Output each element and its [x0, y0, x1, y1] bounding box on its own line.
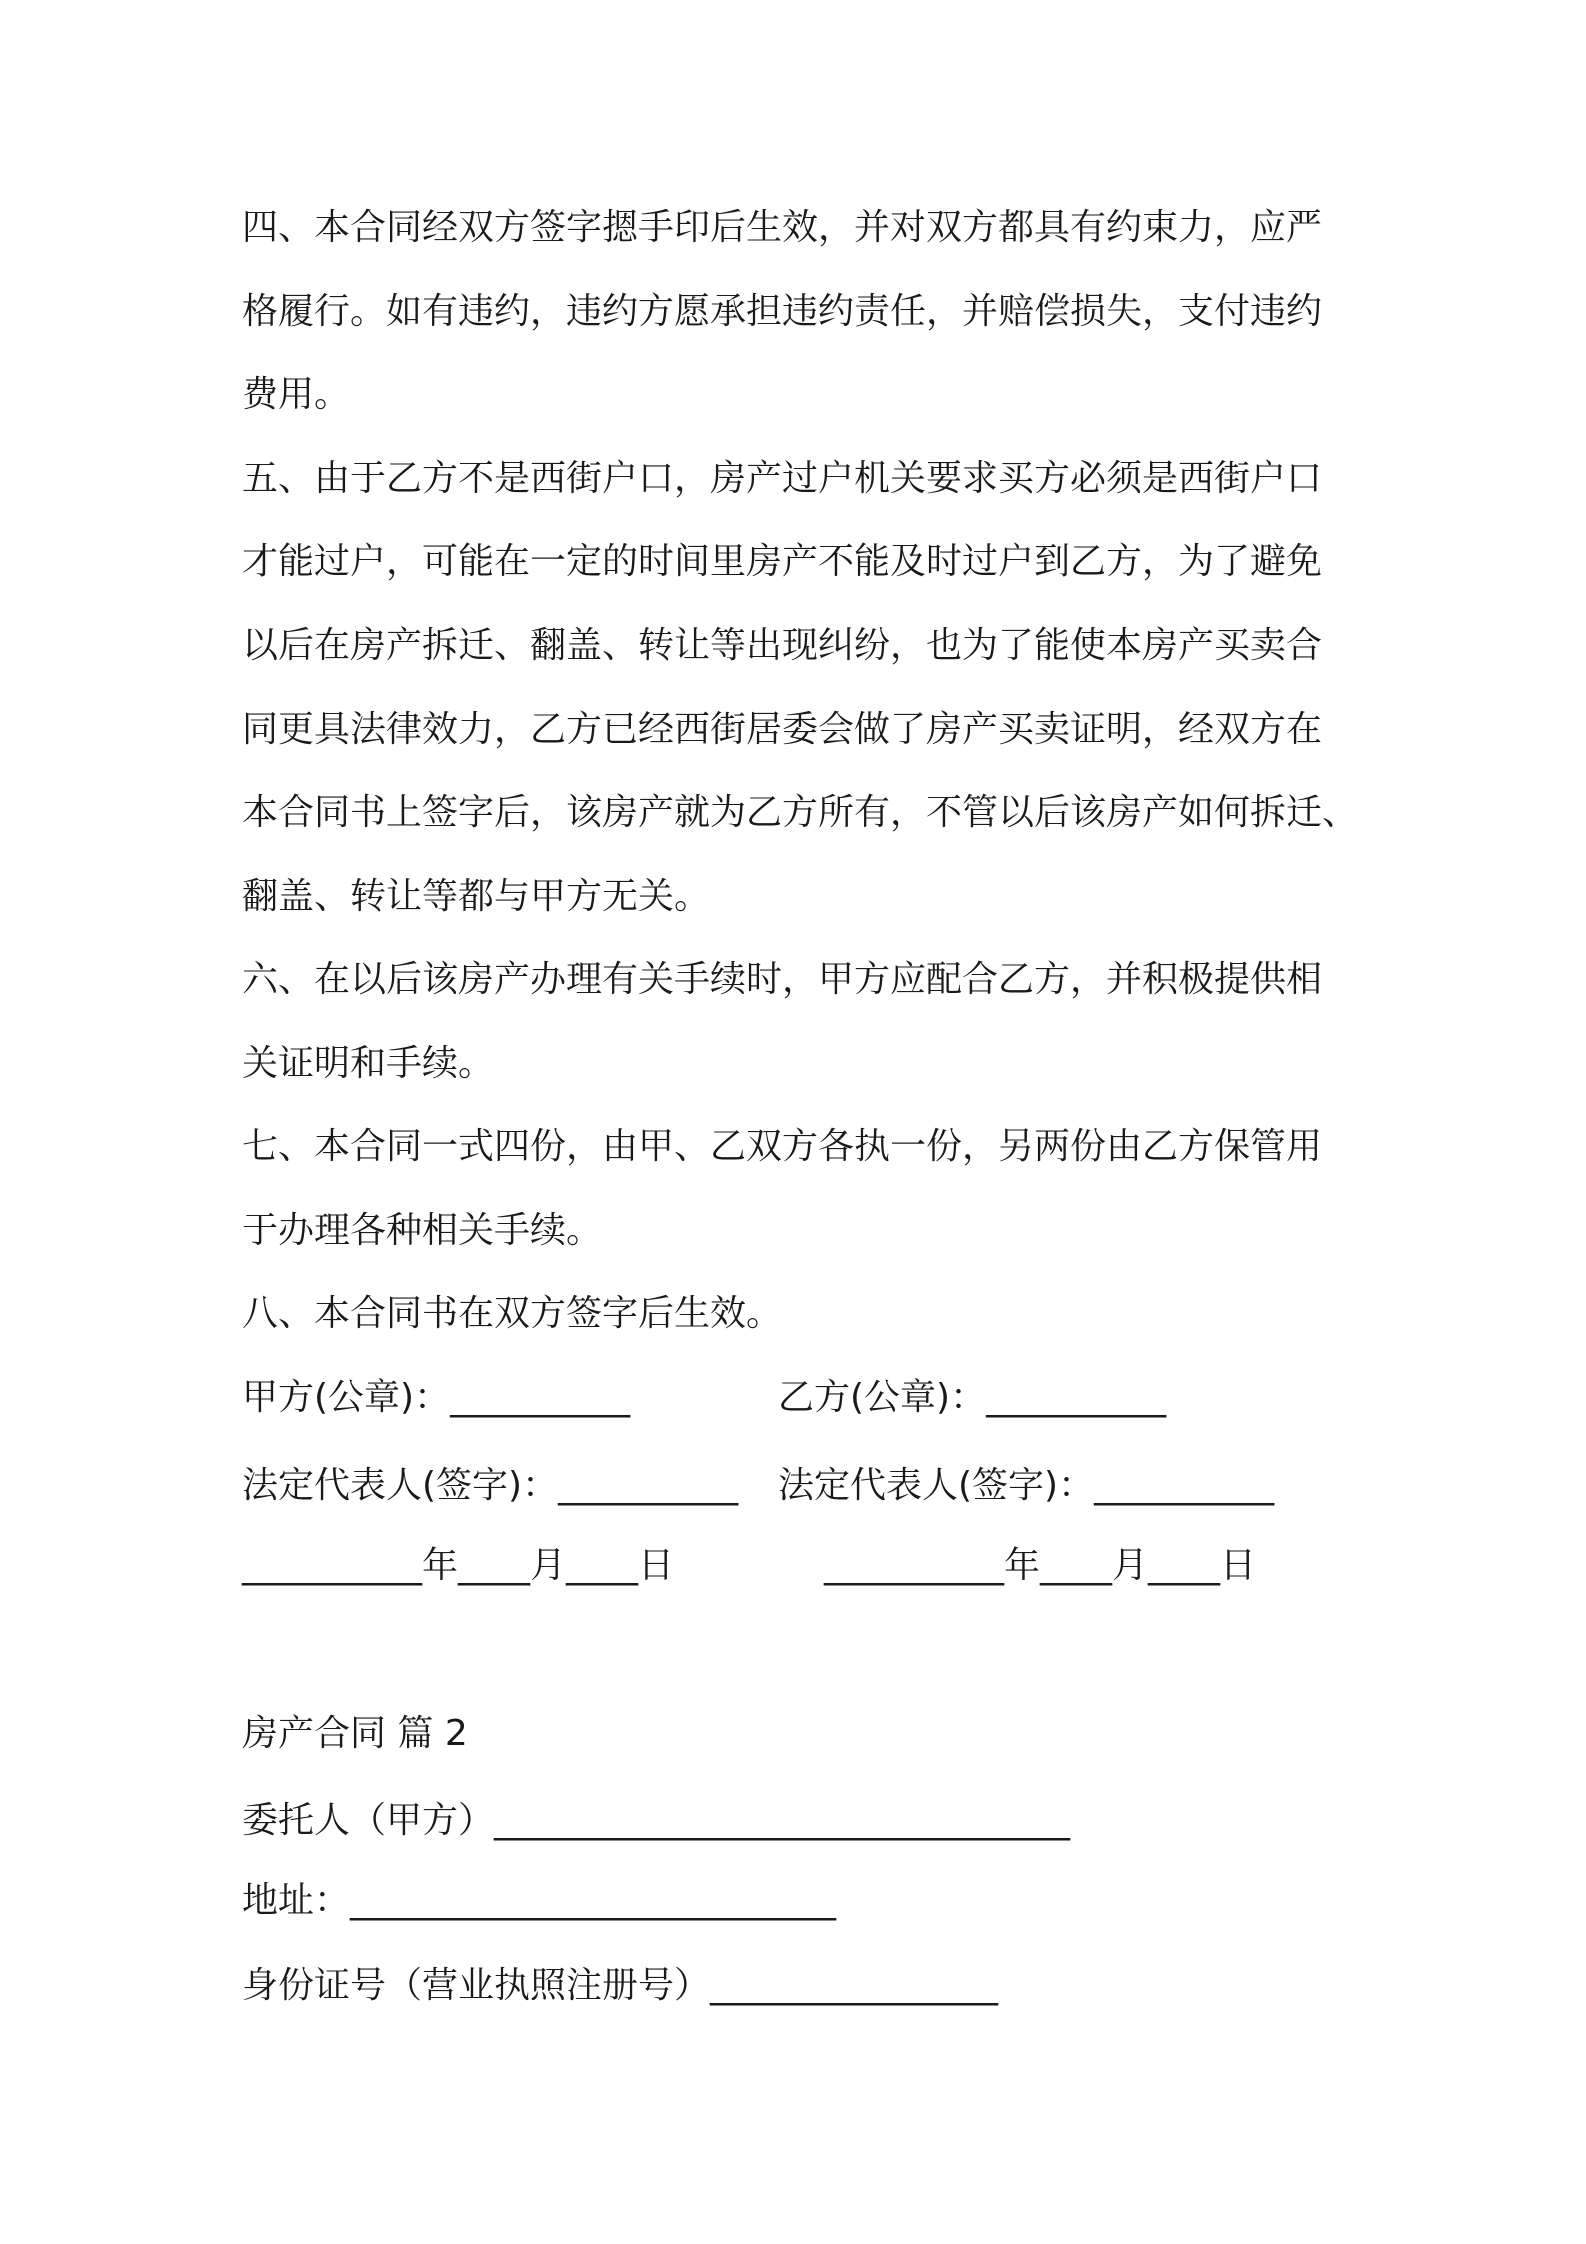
- clause-6-line-2: 关证明和手续。: [242, 1043, 495, 1084]
- clause-4-line-1: 四、本合同经双方签字摁手印后生效，并对双方都具有约束力，应严: [242, 207, 1323, 248]
- clause-5-line-5: 本合同书上签字后，该房产就为乙方所有，不管以后该房产如何拆迁、: [242, 792, 1359, 833]
- legal-rep-b-field: 法定代表人(签字)：__________: [778, 1465, 1275, 1506]
- clause-7-line-1: 七、本合同一式四份，由甲、乙双方各执一份，另两份由乙方保管用: [242, 1126, 1323, 1167]
- legal-rep-a-field: 法定代表人(签字)：__________: [242, 1465, 739, 1506]
- clause-5-line-2: 才能过户，可能在一定的时间里房产不能及时过户到乙方，为了避免: [242, 541, 1323, 582]
- address-field: 地址：___________________________: [242, 1880, 837, 1921]
- clause-6-line-1: 六、在以后该房产办理有关手续时，甲方应配合乙方，并积极提供相: [242, 959, 1323, 1000]
- id-number-field: 身份证号（营业执照注册号）________________: [242, 1965, 999, 2006]
- date-a-field: __________年____月____日: [242, 1545, 674, 1586]
- principal-field: 委托人（甲方）________________________________: [242, 1800, 1071, 1841]
- party-a-seal-field: 甲方(公章)：__________: [242, 1377, 631, 1418]
- clause-4-line-3: 费用。: [242, 374, 351, 415]
- clause-5-line-3: 以后在房产拆迁、翻盖、转让等出现纠纷，也为了能使本房产买卖合: [242, 625, 1323, 666]
- clause-5-line-6: 翻盖、转让等都与甲方无关。: [242, 876, 711, 917]
- clause-7-line-2: 于办理各种相关手续。: [242, 1210, 603, 1251]
- clause-5-line-1: 五、由于乙方不是西街户口，房产过户机关要求买方必须是西街户口: [242, 458, 1323, 499]
- clause-5-line-4: 同更具法律效力，乙方已经西街居委会做了房产买卖证明，经双方在: [242, 709, 1323, 750]
- date-b-field: __________年____月____日: [824, 1545, 1256, 1586]
- party-b-seal-field: 乙方(公章)：__________: [778, 1377, 1167, 1418]
- clause-4-line-2: 格履行。如有违约，违约方愿承担违约责任，并赔偿损失，支付违约: [242, 291, 1323, 332]
- clause-8-line: 八、本合同书在双方签字后生效。: [242, 1293, 783, 1334]
- section-2-title: 房产合同 篇 2: [242, 1713, 468, 1754]
